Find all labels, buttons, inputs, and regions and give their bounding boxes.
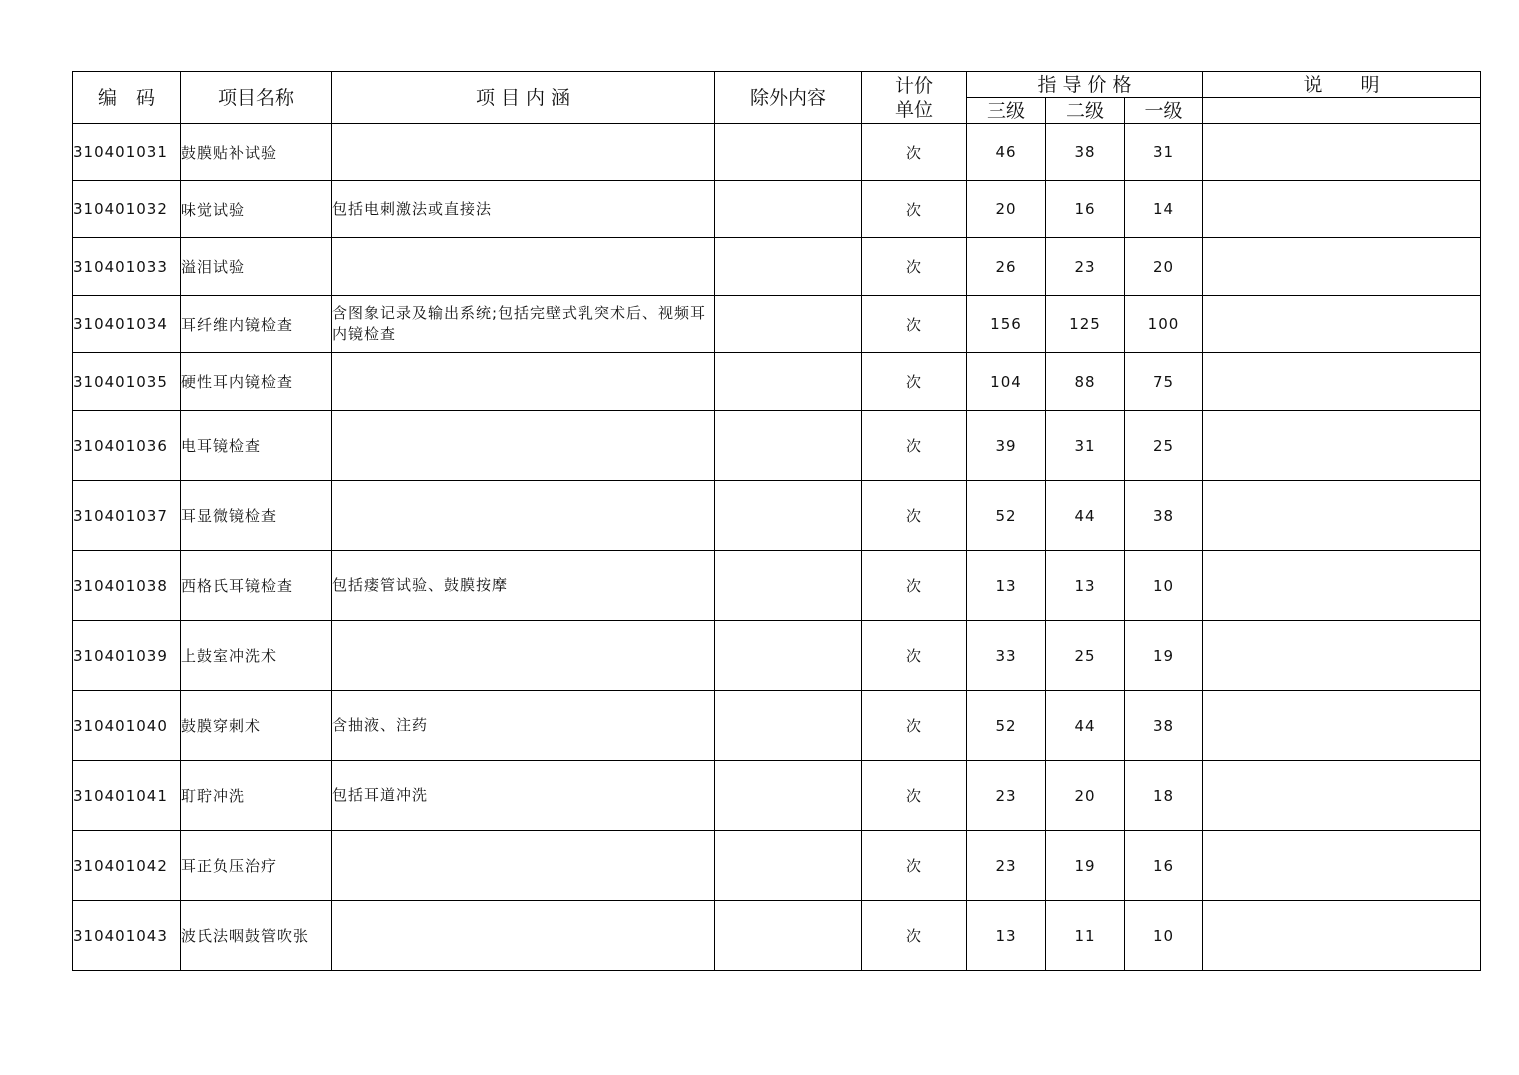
price-level1-cell: 38 [1125,481,1203,551]
content-cell: 包括电刺激法或直接法 [332,181,715,238]
code-cell: 310401042 [73,831,181,901]
name-cell: 硬性耳内镜检查 [181,353,332,411]
content-cell [332,124,715,181]
unit-cell: 次 [862,621,967,691]
price-level2-cell: 88 [1046,353,1125,411]
header-unit-line1: 计价 [894,74,933,97]
name-cell: 耳显微镜检查 [181,481,332,551]
exclude-cell [715,238,862,296]
note-cell [1203,181,1481,238]
name-cell: 电耳镜检查 [181,411,332,481]
code-cell: 310401037 [73,481,181,551]
table-row [73,481,1481,551]
header-note-sub [1203,98,1481,124]
price-table [72,71,1481,971]
price-level3-cell: 13 [967,551,1046,621]
note-cell [1203,124,1481,181]
price-level1-cell: 10 [1125,901,1203,971]
code-cell: 310401036 [73,411,181,481]
price-level1-cell: 38 [1125,691,1203,761]
header-note: 说 明 [1203,72,1481,98]
unit-cell: 次 [862,181,967,238]
price-level2-cell: 44 [1046,691,1125,761]
table-row [73,551,1481,621]
unit-cell: 次 [862,551,967,621]
header-unit [862,72,967,124]
price-level3-cell: 20 [967,181,1046,238]
price-level1-cell: 16 [1125,831,1203,901]
price-level2-cell: 16 [1046,181,1125,238]
note-cell [1203,296,1481,353]
header-name: 项目名称 [181,72,332,124]
content-cell [332,481,715,551]
name-cell: 波氏法咽鼓管吹张 [181,901,332,971]
exclude-cell [715,481,862,551]
note-cell [1203,353,1481,411]
unit-cell: 次 [862,761,967,831]
exclude-cell [715,181,862,238]
table-body [73,124,1481,971]
code-cell: 310401034 [73,296,181,353]
note-cell [1203,551,1481,621]
price-level1-cell: 31 [1125,124,1203,181]
note-cell [1203,761,1481,831]
note-cell [1203,691,1481,761]
content-cell [332,901,715,971]
exclude-cell [715,691,862,761]
price-level3-cell: 46 [967,124,1046,181]
price-level1-cell: 100 [1125,296,1203,353]
price-level3-cell: 26 [967,238,1046,296]
price-level3-cell: 33 [967,621,1046,691]
content-cell: 含抽液、注药 [332,691,715,761]
name-cell: 上鼓室冲洗术 [181,621,332,691]
price-level2-cell: 125 [1046,296,1125,353]
content-cell [332,831,715,901]
table-row [73,831,1481,901]
header-code: 编 码 [73,72,181,124]
unit-cell: 次 [862,691,967,761]
code-cell: 310401038 [73,551,181,621]
table-row [73,124,1481,181]
content-cell: 包括瘘管试验、鼓膜按摩 [332,551,715,621]
table-row [73,901,1481,971]
note-cell [1203,621,1481,691]
price-level2-cell: 19 [1046,831,1125,901]
name-cell: 鼓膜贴补试验 [181,124,332,181]
price-level1-cell: 75 [1125,353,1203,411]
name-cell: 耳纤维内镜检查 [181,296,332,353]
price-level2-cell: 11 [1046,901,1125,971]
exclude-cell [715,353,862,411]
unit-cell: 次 [862,296,967,353]
table-row [73,761,1481,831]
table-row [73,621,1481,691]
code-cell: 310401039 [73,621,181,691]
price-level3-cell: 13 [967,901,1046,971]
content-cell: 含图象记录及输出系统;包括完壁式乳突术后、视频耳内镜检查 [332,296,715,353]
price-level2-cell: 13 [1046,551,1125,621]
exclude-cell [715,124,862,181]
price-level2-cell: 38 [1046,124,1125,181]
exclude-cell [715,551,862,621]
table-row [73,238,1481,296]
price-level1-cell: 20 [1125,238,1203,296]
unit-cell: 次 [862,124,967,181]
price-level3-cell: 52 [967,691,1046,761]
table-row [73,691,1481,761]
content-cell: 包括耳道冲洗 [332,761,715,831]
name-cell: 味觉试验 [181,181,332,238]
name-cell: 鼓膜穿刺术 [181,691,332,761]
price-level1-cell: 14 [1125,181,1203,238]
unit-cell: 次 [862,481,967,551]
table-row [73,181,1481,238]
name-cell: 西格氏耳镜检查 [181,551,332,621]
unit-cell: 次 [862,901,967,971]
table-header [73,72,1481,124]
name-cell: 耵聍冲洗 [181,761,332,831]
code-cell: 310401040 [73,691,181,761]
header-price-group: 指 导 价 格 [967,72,1203,98]
price-level3-cell: 23 [967,831,1046,901]
price-level2-cell: 20 [1046,761,1125,831]
note-cell [1203,901,1481,971]
header-exclude: 除外内容 [715,72,862,124]
price-level1-cell: 10 [1125,551,1203,621]
code-cell: 310401035 [73,353,181,411]
content-cell [332,411,715,481]
note-cell [1203,481,1481,551]
name-cell: 溢泪试验 [181,238,332,296]
note-cell [1203,831,1481,901]
price-level3-cell: 52 [967,481,1046,551]
price-level1-cell: 25 [1125,411,1203,481]
price-level2-cell: 25 [1046,621,1125,691]
unit-cell: 次 [862,411,967,481]
code-cell: 310401043 [73,901,181,971]
price-level1-cell: 19 [1125,621,1203,691]
price-level2-cell: 23 [1046,238,1125,296]
table-row [73,296,1481,353]
name-cell: 耳正负压治疗 [181,831,332,901]
price-level2-cell: 31 [1046,411,1125,481]
header-level2: 二级 [1046,98,1125,124]
price-level1-cell: 18 [1125,761,1203,831]
exclude-cell [715,901,862,971]
unit-cell: 次 [862,831,967,901]
unit-cell: 次 [862,353,967,411]
exclude-cell [715,831,862,901]
code-cell: 310401033 [73,238,181,296]
code-cell: 310401032 [73,181,181,238]
header-level1: 一级 [1125,98,1203,124]
header-unit-line2: 单位 [894,98,933,121]
price-level3-cell: 23 [967,761,1046,831]
exclude-cell [715,761,862,831]
content-cell [332,621,715,691]
price-level3-cell: 39 [967,411,1046,481]
price-level2-cell: 44 [1046,481,1125,551]
code-cell: 310401041 [73,761,181,831]
unit-cell: 次 [862,238,967,296]
exclude-cell [715,621,862,691]
note-cell [1203,238,1481,296]
code-cell: 310401031 [73,124,181,181]
note-cell [1203,411,1481,481]
price-level3-cell: 156 [967,296,1046,353]
content-cell [332,238,715,296]
price-level3-cell: 104 [967,353,1046,411]
table-row [73,411,1481,481]
content-cell [332,353,715,411]
header-level3: 三级 [967,98,1046,124]
exclude-cell [715,296,862,353]
header-content: 项 目 内 涵 [332,72,715,124]
exclude-cell [715,411,862,481]
table-row [73,353,1481,411]
